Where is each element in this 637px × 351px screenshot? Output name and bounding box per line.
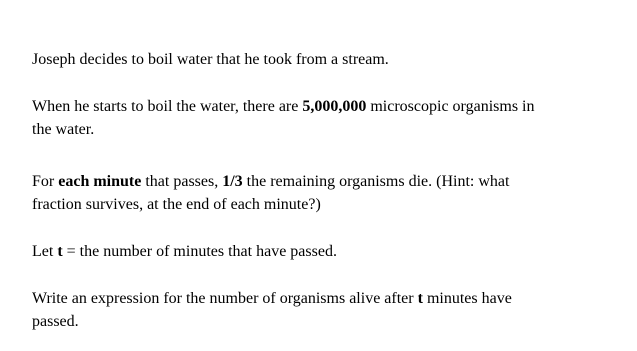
paragraph-decay-rate bbox=[32, 170, 509, 216]
variable-text-2: = the number of minutes that have passed. bbox=[62, 243, 337, 260]
decay-text-3: the remaining organisms die. (Hint: what bbox=[242, 173, 510, 190]
intro-text: Joseph decides to boil water that he took from a stream. bbox=[32, 51, 389, 68]
initial-count-value: 5,000,000 bbox=[302, 98, 367, 115]
task-variable-t: t bbox=[417, 290, 423, 307]
paragraph-initial-count bbox=[32, 95, 534, 141]
task-text-1: Write an expression for the number of organisms alive after bbox=[32, 290, 418, 307]
paragraph-variable-definition bbox=[32, 240, 337, 263]
initial-count-text-3: the water. bbox=[32, 121, 95, 138]
decay-fraction: 1/3 bbox=[222, 173, 243, 190]
task-text-3: passed. bbox=[32, 313, 79, 330]
task-text-2: minutes have bbox=[422, 290, 512, 307]
paragraph-intro bbox=[32, 48, 389, 71]
variable-text-1: Let bbox=[32, 243, 58, 260]
variable-t: t bbox=[57, 243, 63, 260]
decay-text-2: that passes, bbox=[141, 173, 223, 190]
decay-each-minute: each minute bbox=[58, 173, 142, 190]
decay-hint-text: fraction survives, at the end of each minute?) bbox=[32, 196, 321, 213]
decay-text-1: For bbox=[32, 173, 59, 190]
initial-count-text-2: microscopic organisms in bbox=[366, 98, 535, 115]
paragraph-task bbox=[32, 287, 512, 333]
initial-count-text-1: When he starts to boil the water, there are bbox=[32, 98, 303, 115]
